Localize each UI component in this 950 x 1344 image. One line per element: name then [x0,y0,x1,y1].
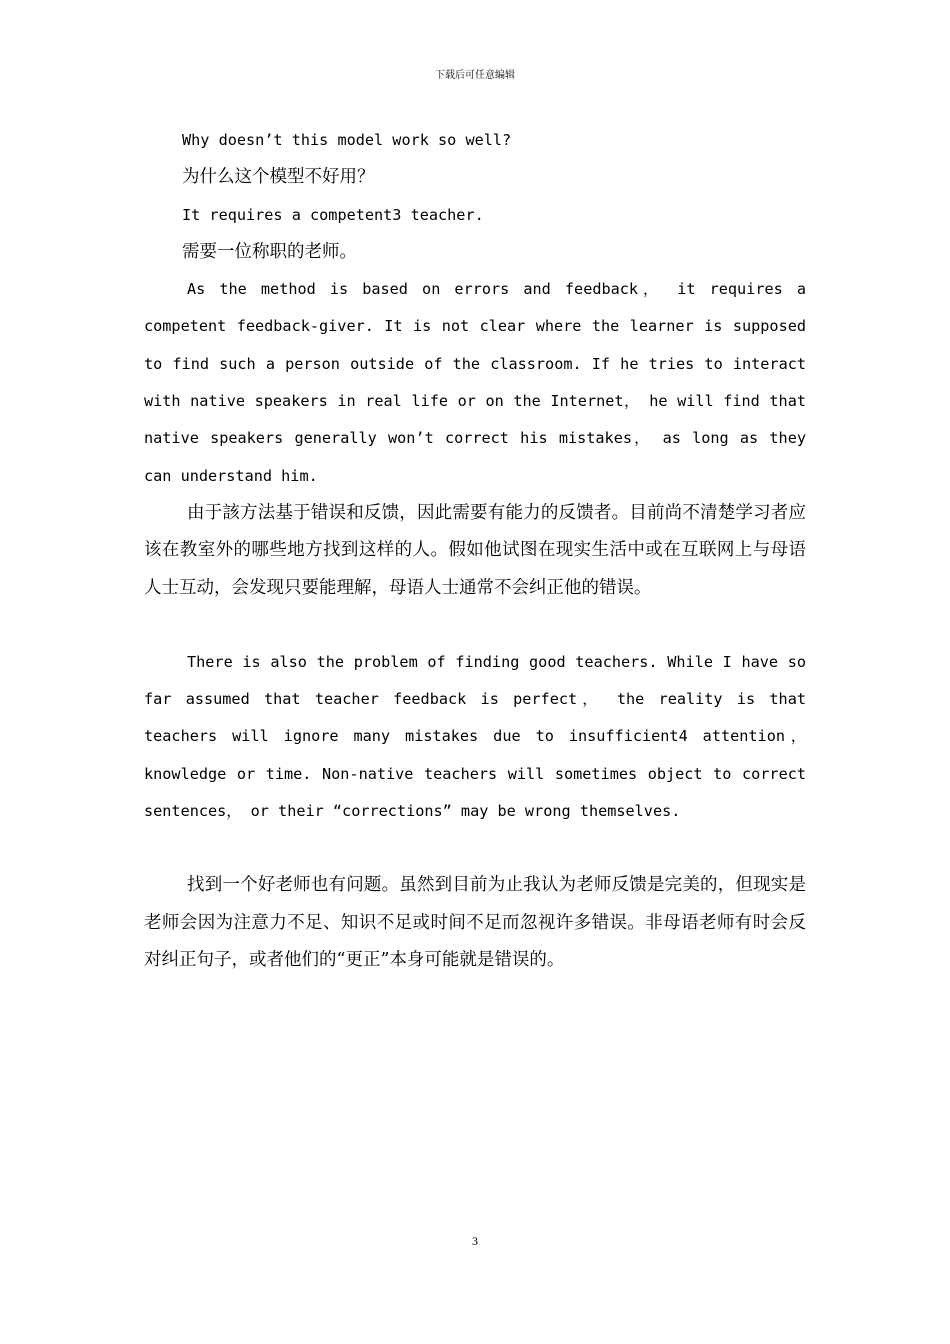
paragraph-1-chinese: 由于該方法基于错误和反馈，因此需要有能力的反馈者。目前尚不清楚学习者应该在教室外的哪些地方找到这样的人。假如他试图在现实生活中或在互联网上与母语人士互动，会发现只要能理解，母语人士通常不会纠正他的错误。 [144,502,806,598]
question-english: Why doesn’t this model work so well? [182,131,512,149]
paragraph-gap [144,830,806,867]
paragraph-1-english: As the method is based on errors and feedback， it requires a competent feedback-giver. It is not clear where the learner is supposed to find such a person outside of the classroom. If he tries to interact with native speakers in real life or on the Internet， he will find that native speakers generally won’t correct his mistakes， as long as they can understand him. [144,280,806,485]
page-number: 3 [472,1234,478,1248]
paragraph-gap [144,607,806,644]
paragraph-2-english: There is also the problem of finding good teachers. While I have so far assumed that teacher feedback is perfect， the reality is that teachers will ignore many mistakes due to insufficient4 attention， knowledge or time. Non-native teachers will sometimes object to correct sentences， or their “corrections” may be wrong themselves. [144,652,806,821]
paragraph-2-chinese: 找到一个好老师也有问题。虽然到目前为止我认为老师反馈是完美的，但现实是老师会因为注意力不足、知识不足或时间不足而忽视许多错误。非母语老师有时会反对纠正句子，或者他们的“更正”本身可能就是错误的。 [144,875,806,970]
document-body [144,122,806,979]
question-chinese: 为什么这个模型不好用？ [182,167,375,188]
page-header: 下载后可任意编辑 [435,70,515,81]
answer-chinese: 需要一位称职的老师。 [182,241,357,262]
answer-english: It requires a competent3 teacher. [182,205,484,224]
